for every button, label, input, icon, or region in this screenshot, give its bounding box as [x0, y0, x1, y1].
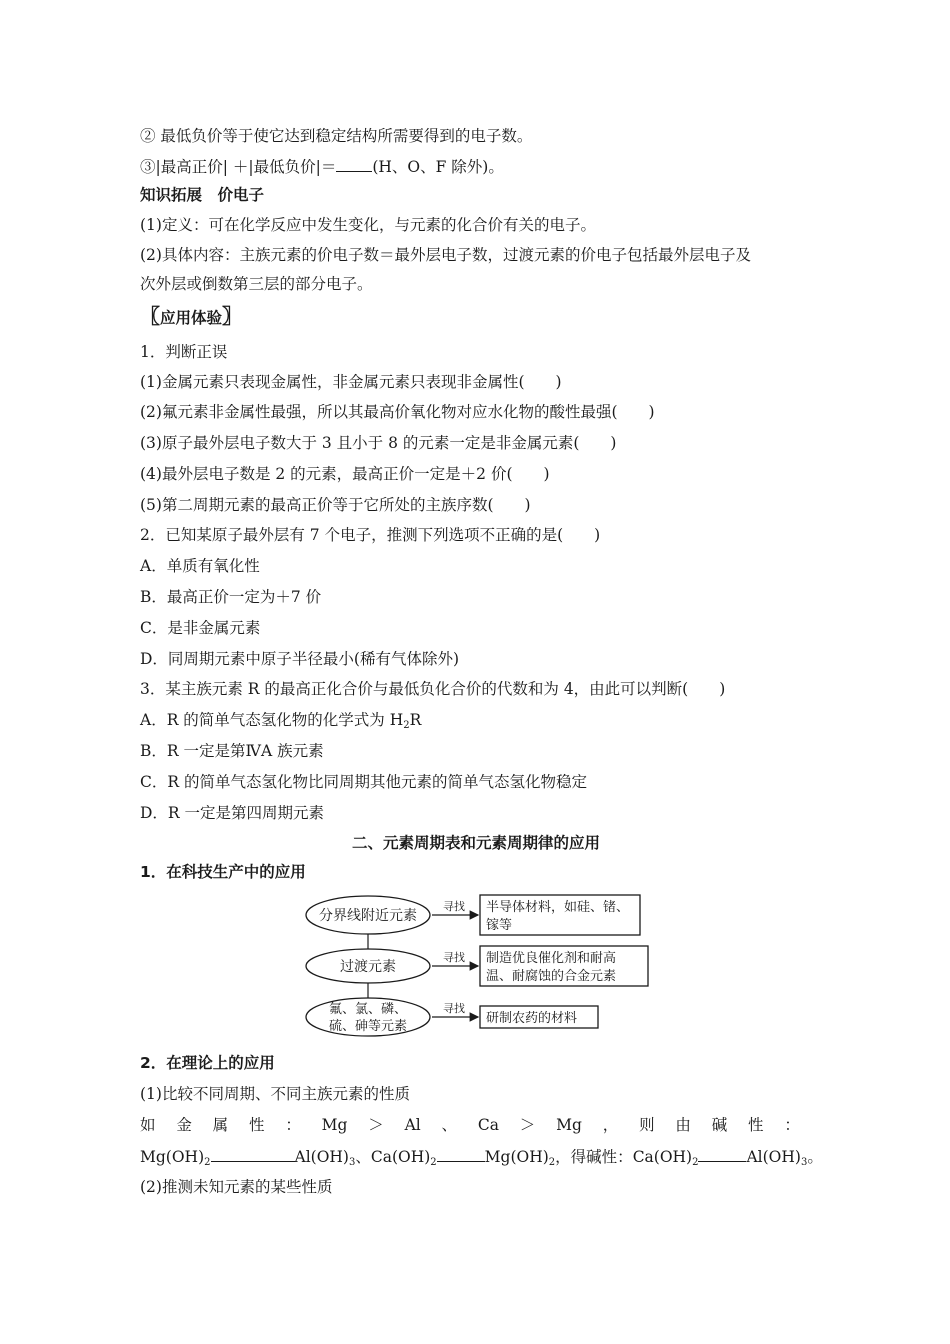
option: A．单质有氧化性 [140, 557, 260, 575]
tag-close-bracket: 〗 [222, 304, 243, 328]
subsection-title: 2．在理论上的应用 [140, 1054, 275, 1072]
formula: Ca(OH) [370, 1148, 431, 1166]
oval-label: 氟、氯、磷、 [328, 1002, 408, 1017]
word: 则 [639, 1116, 655, 1134]
question-item: (4)最外层电子数是 2 的元素，最高正价一定是＋2 价( ) [140, 465, 550, 483]
option [140, 709, 421, 731]
text-part: 。 [807, 1148, 823, 1166]
word: 如 [140, 1116, 156, 1134]
text-line-part: ③|最高正价| ＋|最低负价|＝ [140, 158, 337, 176]
option: D．同周期元素中原子半径最小(稀有气体除外) [140, 650, 460, 668]
oval-label: 过渡元素 [340, 959, 396, 975]
formula: Ca(OH) [632, 1148, 693, 1166]
apply-experience-tag [140, 305, 242, 329]
box-label: 研制农药的材料 [486, 1011, 578, 1026]
word: 性 [248, 1116, 265, 1134]
word: 性 [748, 1116, 764, 1134]
text-line: (1)定义：可在化学反应中发生变化，与元素的化合价有关的电子。 [140, 216, 596, 234]
word: Mg [556, 1116, 582, 1134]
section-title: 二、元素周期表和元素周期律的应用 [351, 834, 600, 852]
word: 金 [176, 1116, 192, 1134]
word: Al [404, 1116, 421, 1134]
question-title: 1．判断正误 [140, 343, 228, 361]
answer-blank [437, 1145, 485, 1162]
subscript: 3 [348, 1157, 356, 1168]
text-line: (2)推测未知元素的某些性质 [140, 1178, 333, 1196]
box-label: 镓等 [486, 918, 513, 933]
question-item: (1)金属元素只表现金属性，非金属元素只表现非金属性( ) [140, 373, 562, 391]
diagram-row-1 [306, 895, 640, 935]
text-line: 次外层或倒数第三层的部分电子。 [140, 275, 373, 293]
word: 碱 [711, 1116, 728, 1134]
text-line: ② 最低负价等于使它达到稳定结构所需要得到的电子数。 [140, 127, 533, 145]
question-item: (2)氟元素非金属性最强，所以其最高价氧化物对应水化物的酸性最强( ) [140, 403, 655, 421]
word: ， [602, 1116, 619, 1134]
text-line [140, 1145, 823, 1168]
word: Ca [477, 1116, 499, 1134]
text-line: (2)具体内容：主族元素的价电子数＝最外层电子数，过渡元素的价电子包括最外层电子及 [140, 246, 751, 264]
subscript: 2 [548, 1157, 556, 1168]
option: B．最高正价一定为＋7 价 [140, 588, 322, 606]
arrow-label: 寻找 [443, 1002, 465, 1015]
word: ＞ [368, 1116, 384, 1134]
word: ＞ [519, 1116, 536, 1134]
oval-label: 分界线附近元素 [319, 908, 417, 924]
text-line [140, 155, 504, 178]
subsection-title: 1．在科技生产中的应用 [140, 863, 306, 881]
answer-blank [336, 155, 372, 172]
word: ： [285, 1116, 301, 1134]
diagram-row-3 [306, 998, 598, 1036]
box-label: 制造优良催化剂和耐高 [486, 951, 617, 966]
question-item: (5)第二周期元素的最高正价等于它所处的主族序数( ) [140, 496, 531, 514]
option-text: R [409, 711, 422, 729]
subscript: 2 [403, 720, 410, 731]
box-label: 温、耐腐蚀的合金元素 [486, 969, 617, 984]
word: 属 [212, 1116, 229, 1134]
answer-blank [211, 1145, 295, 1162]
question-stem: 2．已知某原子最外层有 7 个电子，推测下列选项不正确的是( ) [140, 526, 601, 544]
tag-open-bracket: 〖 [140, 304, 160, 328]
option: D．R 一定是第四周期元素 [140, 804, 325, 822]
separator: 、 [355, 1148, 371, 1166]
question-item: (3)原子最外层电子数大于 3 且小于 8 的元素一定是非金属元素( ) [140, 434, 617, 452]
arrow-label: 寻找 [443, 900, 465, 913]
text-line: (1)比较不同周期、不同主族元素的性质 [140, 1085, 410, 1103]
option: B．R 一定是第ⅣA 族元素 [140, 742, 324, 760]
question-stem: 3．某主族元素 R 的最高正化合价与最低负化合价的代数和为 4，由此可以判断( ) [140, 680, 726, 698]
word: ： [784, 1116, 800, 1134]
subscript: 2 [204, 1157, 211, 1168]
subscript: 2 [692, 1157, 699, 1168]
word: 由 [675, 1116, 691, 1134]
word: 、 [441, 1116, 458, 1134]
text-part: ，得碱性： [555, 1148, 633, 1166]
answer-blank [698, 1145, 746, 1162]
tag-label: 应用体验 [160, 309, 223, 327]
knowledge-extension-heading: 知识拓展 价电子 [140, 186, 265, 204]
oval-label: 硫、砷等元素 [328, 1019, 408, 1034]
option: C．是非金属元素 [140, 619, 261, 637]
diagram-row-2 [306, 946, 648, 986]
formula: Al(OH) [294, 1148, 349, 1166]
option-text: A．R 的简单气态氢化物的化学式为 H [140, 711, 404, 729]
subscript: 2 [430, 1157, 437, 1168]
subscript: 3 [800, 1157, 808, 1168]
formula: Mg(OH) [484, 1148, 549, 1166]
arrow-label: 寻找 [443, 951, 465, 964]
word: Mg [321, 1116, 348, 1134]
formula: Al(OH) [746, 1148, 801, 1166]
justified-line [140, 1114, 800, 1136]
application-diagram [300, 888, 660, 1048]
text-line-part: (H、O、F 除外)。 [372, 158, 504, 176]
formula: Mg(OH) [140, 1148, 205, 1166]
box-label: 半导体材料，如硅、锗、 [486, 900, 630, 915]
option: C．R 的简单气态氢化物比同周期其他元素的简单气态氢化物稳定 [140, 773, 587, 791]
